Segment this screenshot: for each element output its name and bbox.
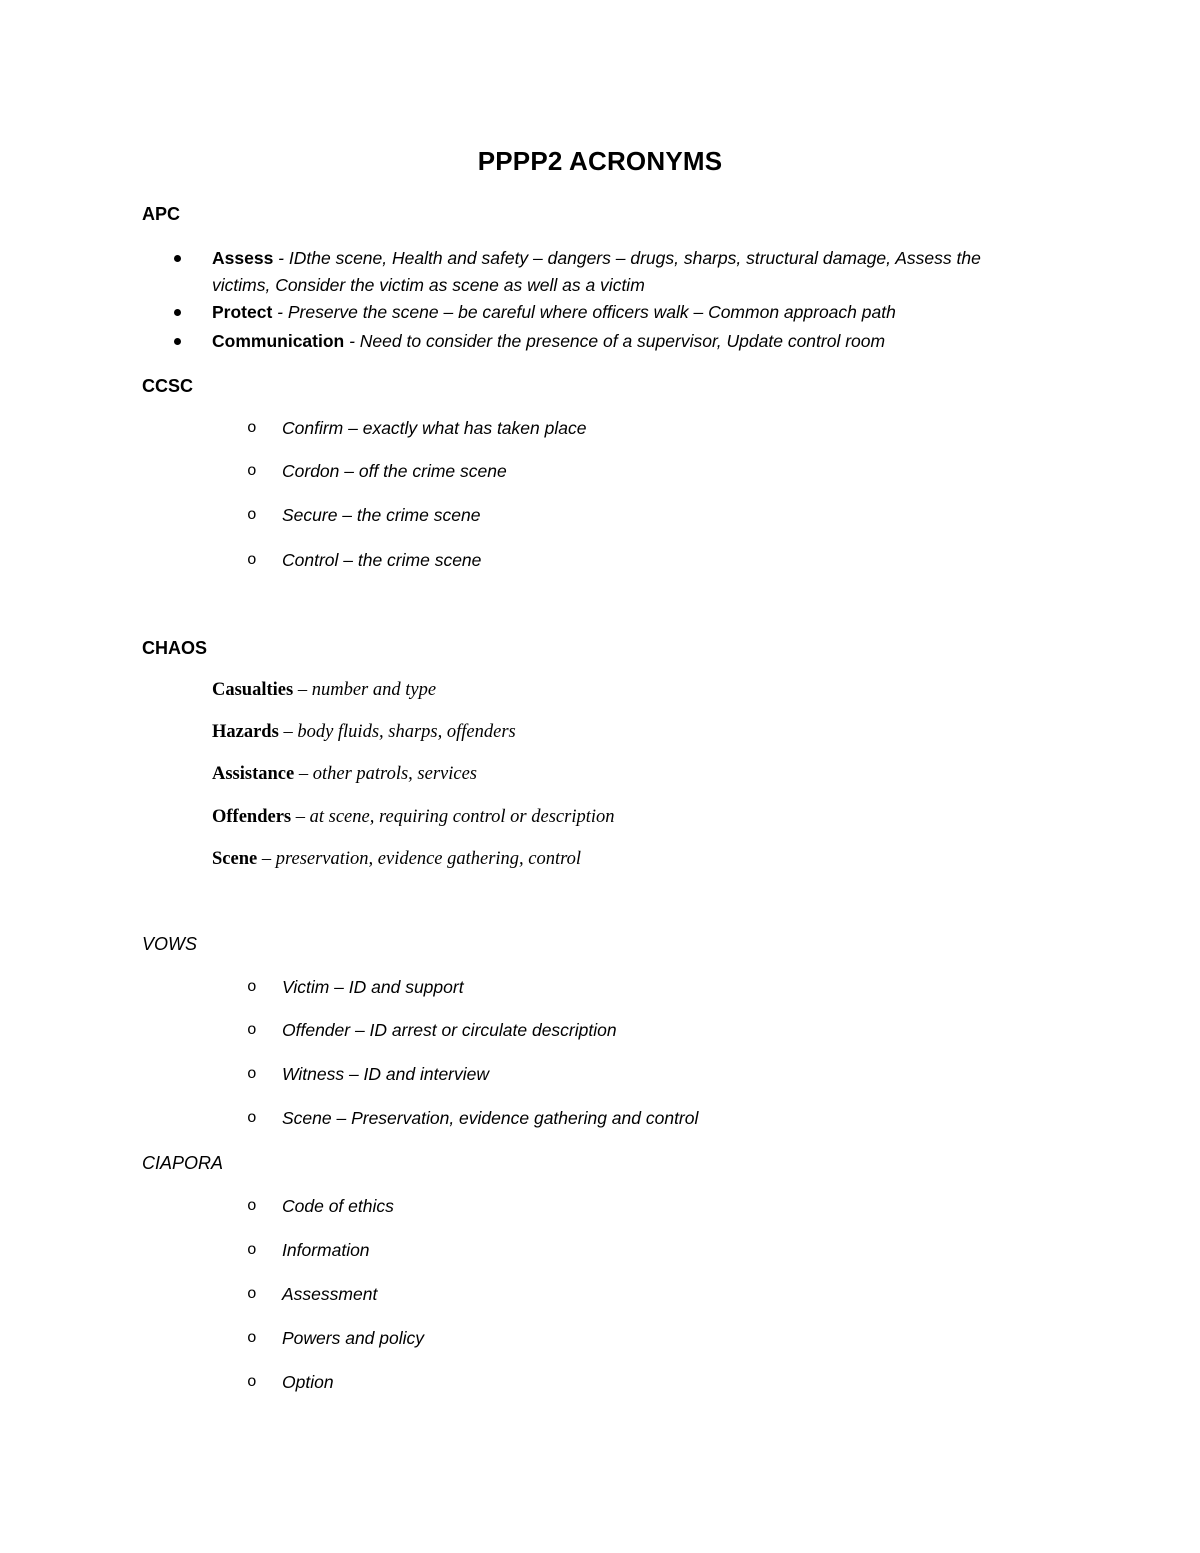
chaos-term: Scene (212, 849, 258, 869)
chaos-description: – number and type (293, 680, 437, 700)
list-item-text: Option (282, 1372, 334, 1392)
heading-apc: APC (142, 204, 181, 224)
bullet-icon (174, 338, 181, 345)
list-item-text: Cordon – off the crime scene (282, 461, 507, 481)
bullet-icon (174, 309, 181, 316)
heading-chaos: CHAOS (142, 638, 208, 658)
list-item-text: Victim – ID and support (282, 977, 464, 997)
bullet-description: Preserve the scene – be careful where officers walk – Common approach path (287, 302, 896, 322)
chaos-description: – preservation, evidence gathering, control (257, 849, 582, 869)
heading-ccsc: CCSC (142, 376, 194, 396)
list-item (212, 847, 581, 871)
bullet-description: IDthe scene, Health and safety – dangers – drugs, sharps, structural damage, Assess the victims, Consider the victim as scene as well as a victim (212, 248, 981, 295)
bullet-text (212, 245, 1042, 299)
bullet-separator: - (272, 302, 288, 322)
circle-bullet-icon: o (247, 1241, 257, 1259)
bullet-description: Need to consider the presence of a supervisor, Update control room (359, 331, 886, 351)
chaos-term: Casualties (212, 680, 294, 700)
bullet-separator: - (344, 331, 360, 351)
circle-bullet-icon: o (247, 419, 257, 437)
heading-ciapora: CIAPORA (142, 1153, 224, 1173)
heading-vows: VOWS (142, 934, 198, 954)
chaos-description: – body fluids, sharps, offenders (278, 722, 516, 742)
circle-bullet-icon: o (247, 1285, 257, 1303)
list-item-text: Information (282, 1240, 370, 1260)
circle-bullet-icon: o (247, 1109, 257, 1127)
bullet-term: Protect (212, 302, 273, 322)
circle-bullet-icon: o (247, 462, 257, 480)
bullet-icon (174, 255, 181, 262)
list-item-text: Confirm – exactly what has taken place (282, 418, 587, 438)
bullet-term: Communication (212, 331, 345, 351)
list-item-text: Powers and policy (282, 1328, 425, 1348)
list-item-text: Control – the crime scene (282, 550, 482, 570)
circle-bullet-icon: o (247, 551, 257, 569)
circle-bullet-icon: o (247, 1021, 257, 1039)
list-item-text: Witness – ID and interview (282, 1064, 490, 1084)
document-title: PPPP2 ACRONYMS (477, 146, 723, 176)
list-item-text: Assessment (282, 1284, 378, 1304)
list-item (212, 805, 615, 829)
list-item-text: Code of ethics (282, 1196, 394, 1216)
list-item-text: Secure – the crime scene (282, 505, 481, 525)
chaos-description: – at scene, requiring control or description (291, 807, 615, 827)
circle-bullet-icon: o (247, 1197, 257, 1215)
list-item (212, 762, 477, 786)
list-item-text: Offender – ID arrest or circulate description (282, 1020, 617, 1040)
circle-bullet-icon: o (247, 1329, 257, 1347)
circle-bullet-icon: o (247, 978, 257, 996)
chaos-term: Offenders (212, 807, 292, 827)
chaos-term: Hazards (212, 722, 279, 742)
chaos-term: Assistance (212, 764, 295, 784)
list-item-text: Scene – Preservation, evidence gathering and control (282, 1108, 699, 1128)
bullet-term: Assess (212, 248, 274, 268)
circle-bullet-icon: o (247, 1373, 257, 1391)
list-item (212, 678, 436, 702)
chaos-description: – other patrols, services (294, 764, 477, 784)
bullet-text (212, 299, 1042, 326)
bullet-text (212, 328, 1042, 355)
list-item (212, 720, 516, 744)
bullet-separator: - (273, 248, 289, 268)
circle-bullet-icon: o (247, 506, 257, 524)
circle-bullet-icon: o (247, 1065, 257, 1083)
